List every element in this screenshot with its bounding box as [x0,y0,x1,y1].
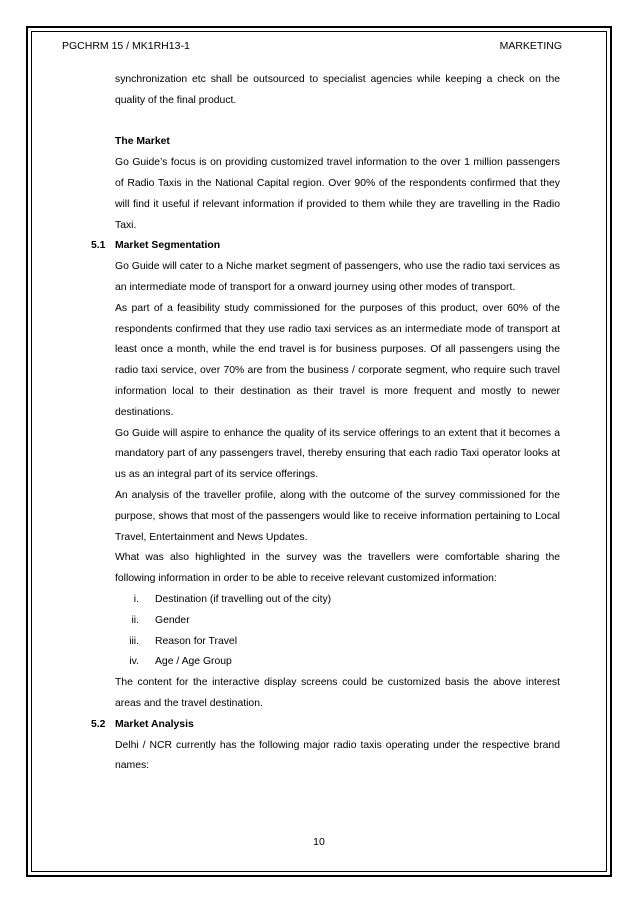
list-item-number: i. [133,593,139,605]
list-item-text: Gender [155,614,190,626]
segmentation-paragraph-2: As part of a feasibility study commissioned for the purposes of this product, over 60% of the respondents confirmed that they use radio taxi services as an intermediate mode of transport at least once a month, while the end travel is for business purposes. Of all passengers using the radio taxi service, over 70% are from the business / corporate segment, who require such travel information local to their destination as their travel is more frequent and mostly to newer destinations. [115,302,560,418]
list-item [115,652,560,673]
segmentation-paragraph-6: The content for the interactive display screens could be customized basis the above interest areas and the travel destination. [115,677,560,709]
segmentation-paragraph-4: An analysis of the traveller profile, along with the outcome of the survey commissioned for the purpose, shows that most of the passengers would like to receive information pertaining to Local Travel, Entertainment and News Updates. [115,489,560,543]
list-item-text: Destination (if travelling out of the city) [155,593,332,605]
page-body [91,70,560,777]
intro-paragraph: synchronization etc shall be outsourced to specialist agencies while keeping a check on the quality of the final product. [115,74,560,106]
section-number: 5.1 [91,240,106,252]
list-item-number: iv. [129,656,139,668]
analysis-paragraph-1: Delhi / NCR currently has the following major radio taxis operating under the respective brand names: [115,739,560,772]
section-number: 5.2 [91,718,106,730]
market-heading: The Market [115,136,170,148]
list-item-text: Reason for Travel [155,635,238,647]
list-item-number: ii. [131,614,139,626]
shared-info-list [115,590,560,673]
market-paragraph: Go Guide’s focus is on providing customized travel information to the over 1 million passengers of Radio Taxis in the National Capital region. Over 90% of the respondents confirmed that they will find it useful if relevant information if provided to them while they are travelling in the Radio Taxi. [115,157,560,231]
segmentation-paragraph-3: Go Guide will aspire to enhance the quality of its service offerings to an extent that it becomes a mandatory part of any passengers travel, thereby ensuring that each radio Taxi operator looks at us as an integral part of its service offerings. [115,427,560,481]
header-subject: MARKETING [499,40,562,52]
segmentation-paragraph-5: What was also highlighted in the survey was the travellers were comfortable sharing the following information in order to be able to receive relevant customized information: [115,552,560,585]
section-5-1-heading [91,236,560,257]
list-item [115,611,560,632]
header-course-code: PGCHRM 15 / MK1RH13-1 [62,40,190,52]
list-item-number: iii. [129,635,139,647]
section-title: Market Analysis [115,718,194,730]
section-title: Market Segmentation [115,240,221,252]
page-number: 10 [313,836,325,848]
list-item [115,632,560,653]
list-item-text: Age / Age Group [155,656,232,668]
section-5-2-heading [91,715,560,736]
list-item [115,590,560,611]
segmentation-paragraph-1: Go Guide will cater to a Niche market segment of passengers, who use the radio taxi services as an intermediate mode of transport for a onward journey using other modes of transport. [115,261,560,293]
